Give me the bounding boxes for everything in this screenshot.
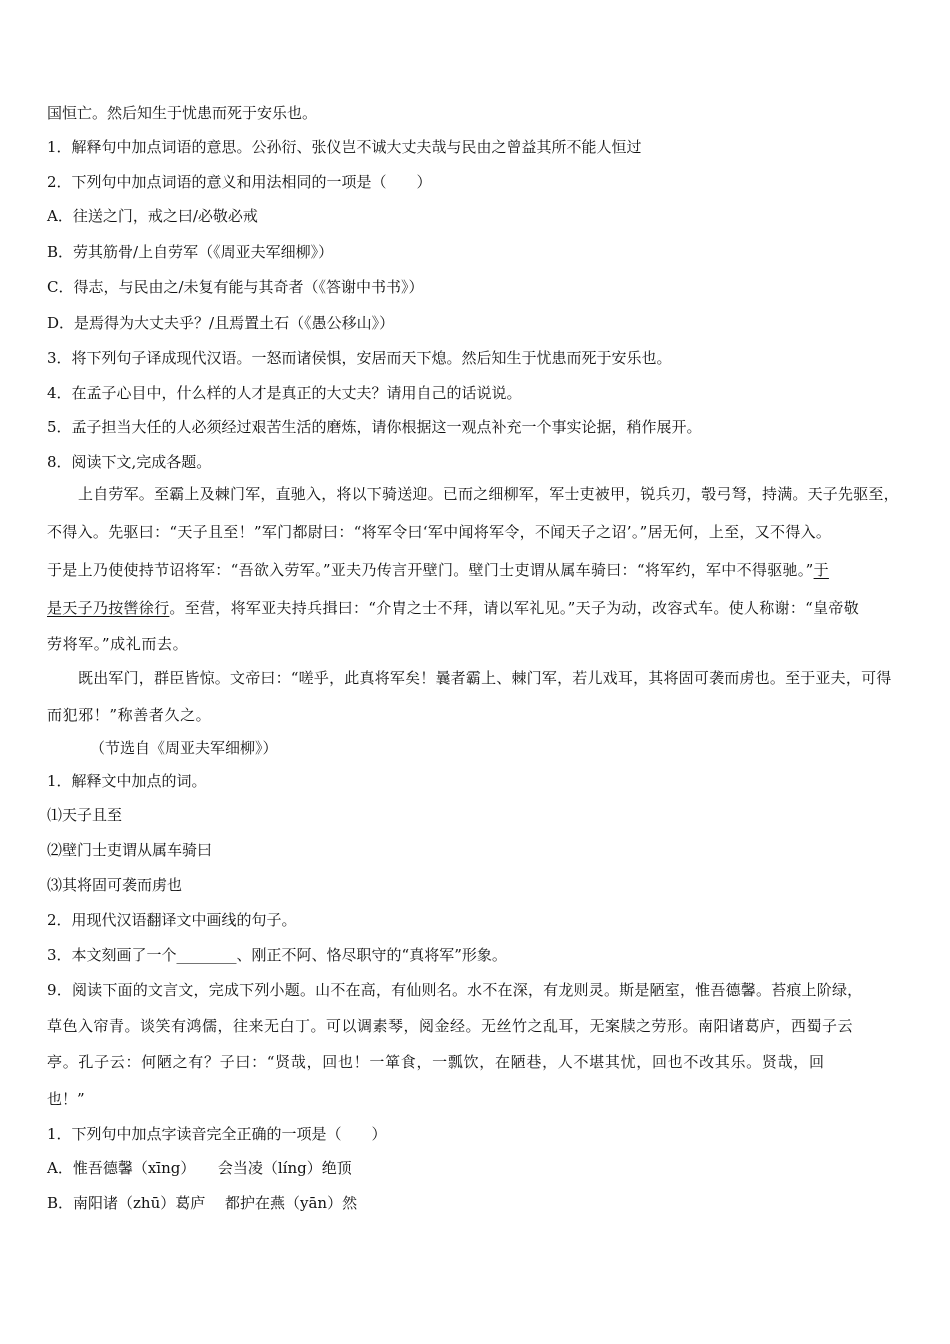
passage-source: （节选自《周亚夫军细柳》） (90, 739, 278, 757)
passage-line: 不得入。先驱曰：“天子且至！”军门都尉曰：“将军令曰‘军中闻将军令，不闻天子之诏’。”居无何，上至，又不得入。 (47, 523, 832, 541)
passage-line: 上自劳军。至霸上及棘门军，直驰入，将以下骑送迎。已而之细柳军，军士吏被甲，锐兵刃，彀弓弩，持满。天子先驱至， (78, 485, 899, 503)
text-line: 国恒亡。然后知生于忧患而死于安乐也。 (47, 104, 318, 122)
sub-item-1: ⑴天子且至 (47, 806, 123, 824)
option-b: B．南阳诸（zhū）葛庐 都护在燕（yān）然 (47, 1194, 358, 1212)
sub-item-2: ⑵壁门士吏谓从属车骑曰 (47, 841, 213, 859)
option-a: A．往送之门，戒之曰/必敬必戒 (47, 207, 258, 225)
option-b: B．劳其筋骨/上自劳军（《周亚夫军细柳》） (47, 243, 334, 261)
passage-line (47, 560, 907, 580)
passage-text: 于是上乃使使持节诏将军：“吾欲入劳军。”亚夫乃传言开壁门。壁门士吏谓从属车骑曰：“将军约，军中不得驱驰。” (47, 561, 814, 579)
option-a: A．惟吾德馨（xīng） 会当凌（líng）绝顶 (47, 1159, 352, 1177)
question-4: 4．在孟子心目中，什么样的人才是真正的大丈夫？请用自己的话说说。 (47, 384, 522, 402)
sub-item-3: ⑶其将固可袭而虏也 (47, 876, 183, 894)
passage-line: 亭。孔子云：何陋之有？子曰：“贤哉，回也！一箪食，一瓢饮，在陋巷，人不堪其忧，回也不改其乐。贤哉，回 (47, 1053, 825, 1071)
underlined-sentence-start: 于 (813, 561, 829, 579)
passage-line: 既出军门，群臣皆惊。文帝曰：“嗟乎，此真将军矣！曩者霸上、棘门军，若儿戏耳，其将固可袭而虏也。至于亚夫，可得 (78, 669, 892, 687)
underlined-sentence: 是天子乃按辔徐行 (47, 599, 170, 617)
question-5: 5．孟子担当大任的人必须经过艰苦生活的磨炼，请你根据这一观点补充一个事实论据，稍作展开。 (47, 418, 702, 436)
option-d: D．是焉得为大丈夫乎？/且焉置土石（《愚公移山》） (47, 314, 395, 332)
question-8-2: 2．用现代汉语翻译文中画线的句子。 (47, 911, 297, 929)
question-9-1: 1．下列句中加点字读音完全正确的一项是（ ） (47, 1125, 387, 1143)
passage-text: 。至营，将军亚夫持兵揖曰：“介胄之士不拜，请以军礼见。”天子为动，改容式车。使人称谢：“皇帝敬 (169, 599, 860, 617)
question-3: 3．将下列句子译成现代汉语。一怒而诸侯惧，安居而天下熄。然后知生于忧患而死于安乐也。 (47, 349, 672, 367)
question-8-3: 3．本文刻画了一个________、刚正不阿、恪尽职守的“真将军”形象。 (47, 946, 507, 964)
question-2: 2．下列句中加点词语的意义和用法相同的一项是（ ） (47, 173, 432, 191)
passage-line: 劳将军。”成礼而去。 (47, 635, 189, 653)
section-8-heading: 8．阅读下文,完成各题。 (47, 453, 212, 471)
passage-line: 也！” (47, 1090, 85, 1108)
option-c: C．得志，与民由之/未复有能与其奇者（《答谢中书书》） (47, 278, 424, 296)
section-9-heading: 9．阅读下面的文言文，完成下列小题。山不在高，有仙则名。水不在深，有龙则灵。斯是陋室，惟吾德馨。苔痕上阶绿， (47, 981, 863, 999)
passage-line: 而犯邪！”称善者久之。 (47, 706, 212, 724)
passage-line: 草色入帘青。谈笑有鸿儒，往来无白丁。可以调素琴，阅金经。无丝竹之乱耳，无案牍之劳形。南阳诸葛庐，西蜀子云 (47, 1017, 854, 1035)
passage-line (47, 598, 907, 618)
question-1: 1．解释句中加点词语的意思。公孙衍、张仪岂不诚大丈夫哉与民由之曾益其所不能人恒过 (47, 138, 642, 156)
question-8-1: 1．解释文中加点的词。 (47, 772, 207, 790)
